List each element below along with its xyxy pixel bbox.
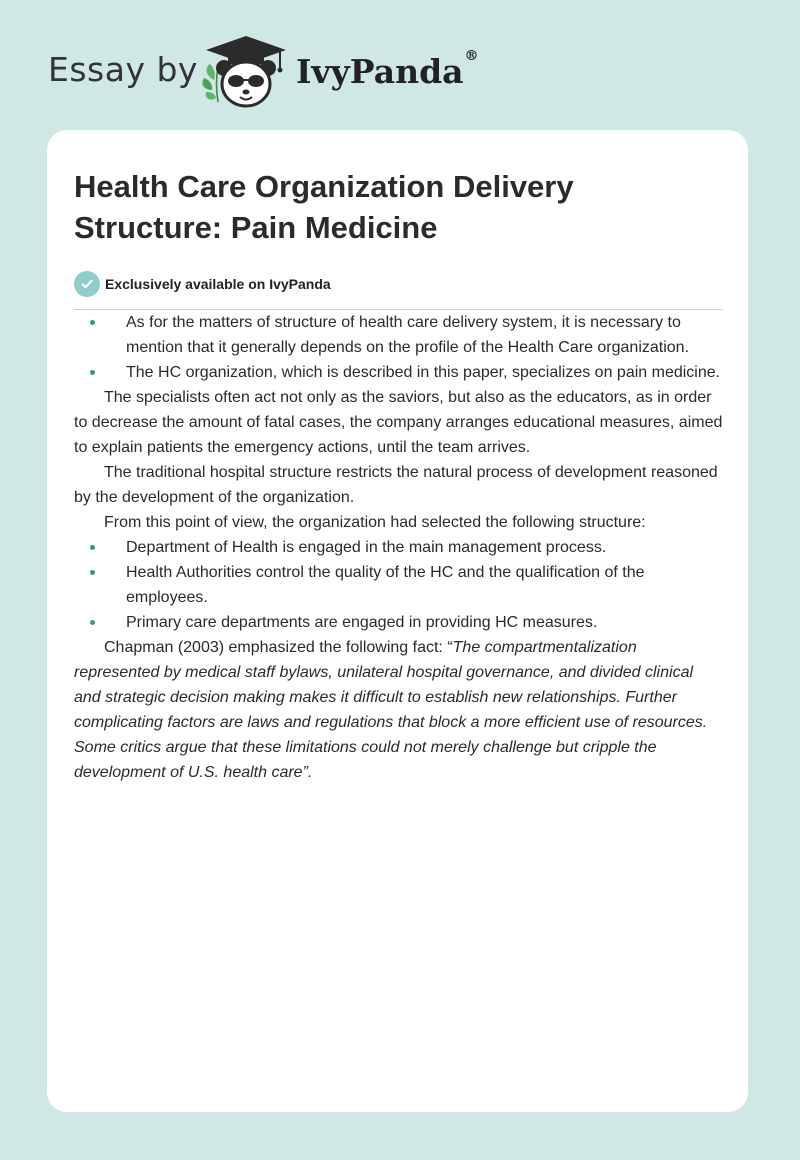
paragraph: From this point of view, the organization had selected the following structure: <box>104 514 646 531</box>
paragraph: The traditional hospital structure restricts the natural process of development reasoned by the development of the organization. <box>74 464 718 506</box>
list-item: The HC organization, which is described in this paper, specializes on pain medicine. <box>74 360 724 385</box>
structure-bullet-list <box>74 535 724 635</box>
brand-name: IvyPanda® <box>296 48 479 91</box>
list-item: Primary care departments are engaged in providing HC measures. <box>74 610 724 635</box>
essay-body <box>74 310 724 785</box>
quote-text: The compartmentalization represented by medical staff bylaws, unilateral hospital governance, and divided clinical and strategic decision making makes it difficult to establish new relationships. Further complicating factors are laws and regulations that block a more efficient use of resources. Some critics argue that these limitations could not merely challenge but cripple the development of U.S. health care”. <box>74 639 708 781</box>
bullet-icon <box>90 545 95 550</box>
exclusive-badge-label: Exclusively available on IvyPanda <box>105 276 331 292</box>
bullet-icon <box>90 370 95 375</box>
quote-lead: Chapman (2003) emphasized the following fact: “ <box>104 639 453 656</box>
check-circle-icon <box>74 271 100 297</box>
panda-graduate-logo-icon <box>200 32 292 110</box>
essay-card <box>47 130 748 1112</box>
bullet-icon <box>90 620 95 625</box>
bullet-icon <box>90 320 95 325</box>
registered-mark: ® <box>464 48 479 64</box>
list-item: Health Authorities control the quality of the HC and the qualification of the employees. <box>74 560 724 610</box>
page-title: Health Care Organization Delivery Structure: Pain Medicine <box>74 169 574 245</box>
quote-paragraph <box>74 635 724 785</box>
bullet-icon <box>90 570 95 575</box>
brand-prefix: Essay by <box>48 50 198 89</box>
brand-header <box>48 30 508 110</box>
intro-bullet-list <box>74 310 724 385</box>
list-item: Department of Health is engaged in the main management process. <box>74 535 724 560</box>
exclusive-badge <box>74 270 724 298</box>
essay-content <box>74 130 724 785</box>
list-item: As for the matters of structure of health care delivery system, it is necessary to mention that it generally depends on the profile of the Health Care organization. <box>74 310 724 360</box>
paragraph: The specialists often act not only as the saviors, but also as the educators, as in order to decrease the amount of fatal cases, the company arranges educational measures, aimed to explain patients the emergency actions, until the team arrives. <box>74 389 723 456</box>
